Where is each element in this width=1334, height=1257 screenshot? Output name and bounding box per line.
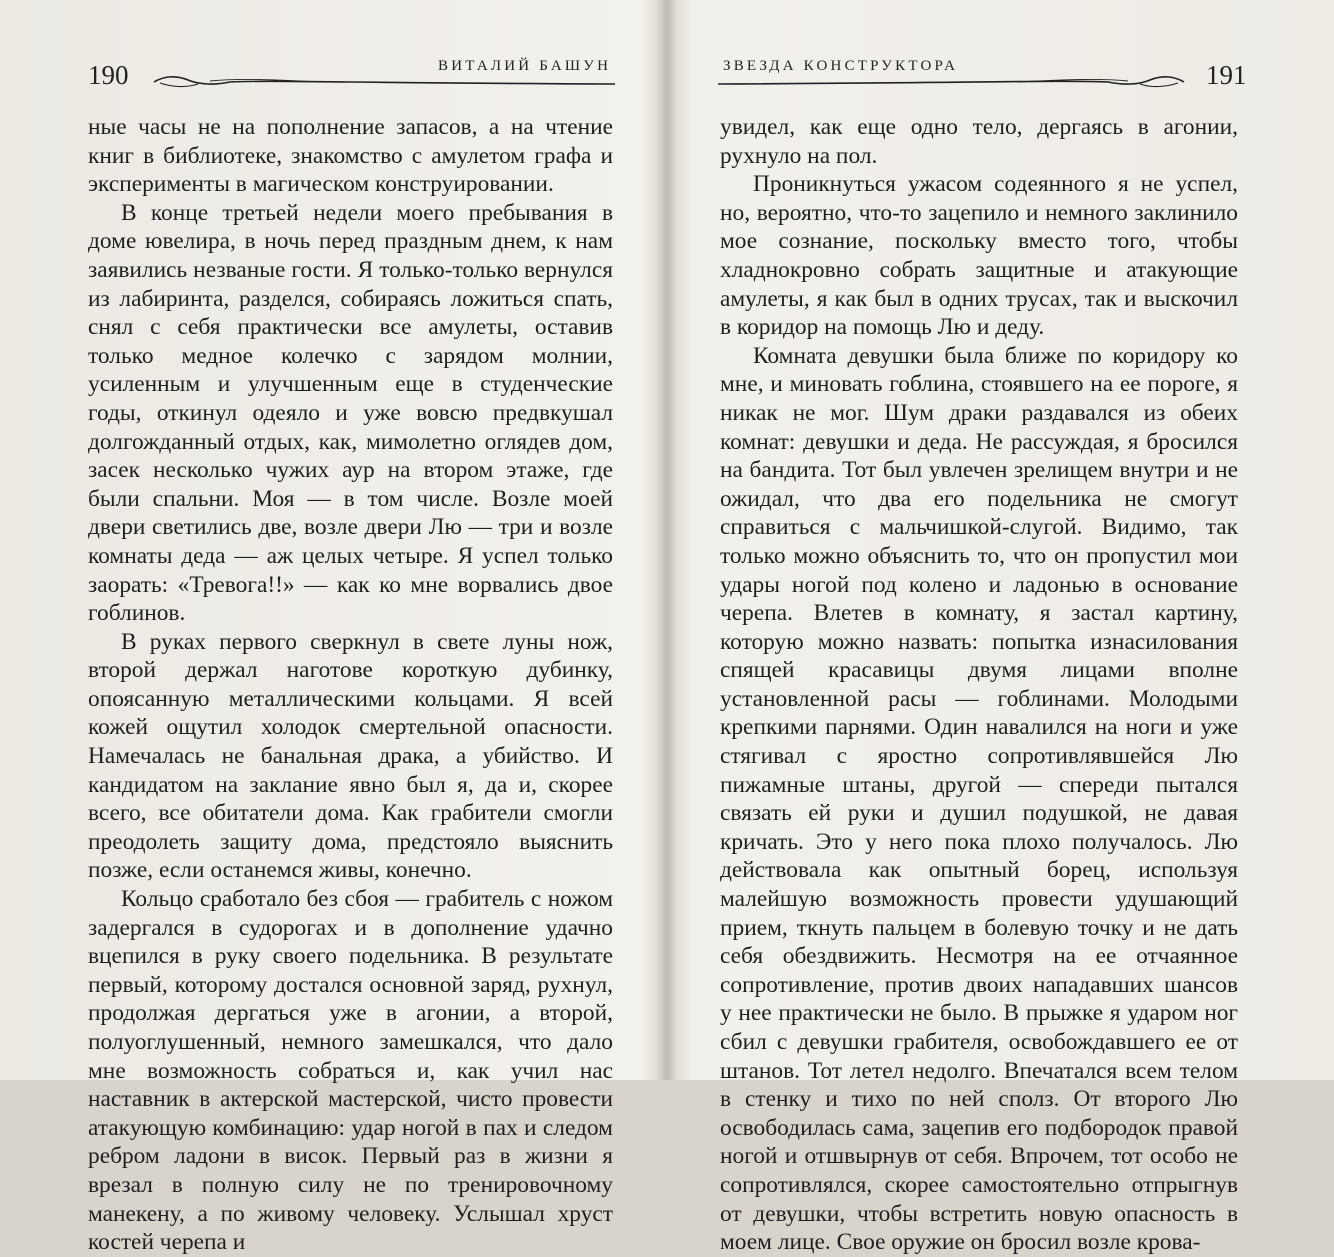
ornamental-rule-right	[718, 72, 1188, 92]
running-head-left: ВИТАЛИЙ БАШУН	[438, 58, 612, 74]
paragraph: Проникнуться ужасом содеянного я не успел, но, вероятно, что-то зацепило и немного заклинило мое сознание, поскольку вместо того, чтобы хладнокровно собрать защитные и атакующие амулеты, я как был в одних трусах, так и выскочил в коридор на помощь Лю и деду.	[720, 171, 1238, 341]
paragraph: увидел, как еще одно тело, дергаясь в агонии, рухнуло на пол.	[720, 114, 1238, 169]
running-head-right: ЗВЕЗДА КОНСТРУКТОРА	[723, 58, 959, 74]
body-text-right	[720, 113, 1238, 1257]
body-text-left	[88, 113, 613, 1257]
page-number-left: 190	[88, 60, 129, 90]
right-page	[668, 0, 1334, 1256]
paragraph: ные часы не на пополнение запасов, а на чтение книг в библиотеке, знакомство с амулетом графа и эксперименты в магическом конструировании.	[88, 114, 613, 198]
paragraph: В конце третьей недели моего пребывания в доме ювелира, в ночь перед праздным днем, к нам заявились незваные гости. Я только-только вернулся из лабиринта, разделся, собираясь ложиться спать, снял с себя практически все амулеты, оставив только медное колечко с зарядом молнии, усиленным и улучшенным еще в студенческие годы, откинул одеяло и уже вовсю предвкушал долгожданный отдых, как, мимолетно оглядев дом, засек несколько чужих аур на втором этаже, где были спальни. Моя — в том числе. Возле моей двери светились две, возле двери Лю — три и возле комнаты деда — аж целых четыре. Я успел только заорать: «Тревога!!» — как ко мне ворвались двое гоблинов.	[88, 199, 613, 627]
left-page	[0, 0, 660, 1256]
paragraph: В руках первого сверкнул в свете луны нож, второй держал наготове короткую дубинку, опоясанную металлическими кольцами. Я всей кожей ощутил холодок смертельной опасности. Намечалась не банальная драка, а убийство. И кандидатом на заклание явно был я, да и, скорее всего, все обитатели дома. Как грабители смогли преодолеть защиту дома, предстояло выяснить позже, если останемся живы, конечно.	[88, 628, 613, 884]
paragraph: Кольцо сработало без сбоя — грабитель с ножом задергался в судорогах и в дополнение удачно вцепился в руку своего подельника. В результате первый, которому достался основной заряд, рухнул, продолжая дергаться уже в агонии, а второй, полуоглушенный, немного замешкался, что дало мне возможность собраться и, как учил нас наставник в актерской мастерской, чисто провести атакующую комбинацию: удар ногой в пах и следом ребром ладони в висок. Первый раз в жизни я врезал в полную силу не по тренировочному манекену, а по живому человеку. Услышал хруст костей черепа и	[88, 886, 613, 1256]
paragraph: Комната девушки была ближе по коридору ко мне, и миновать гоблина, стоявшего на ее пороге, я никак не мог. Шум драки раздавался из обеих комнат: девушки и деда. Не рассуждая, я бросился на бандита. Тот был увлечен зрелищем внутри и не ожидал, что два его подельника не смогут справиться с мальчишкой-слугой. Видимо, так только можно объяснить то, что он пропустил мои удары ногой под колено и ладонью в основание черепа. Влетев в комнату, я застал картину, которую можно назвать: попытка изнасилования спящей красавицы двумя лицами вполне установленной расы — гоблинами. Молодыми крепкими парнями. Один навалился на ноги и уже стягивал с яростно сопротивлявшейся Лю пижамные штаны, другой — спереди пытался связать ей руки и душил подушкой, не давая кричать. Это у него пока плохо получалось. Лю действовала как опытный борец, используя малейшую возможность провести удушающий прием, ткнуть пальцем в болевую точку и не дать себя обездвижить. Несмотря на ее отчаянное сопротивление, против двоих нападавших шансов у нее практически не было. В прыжке я ударом ног сбил с девушки грабителя, освобождавшего ее от штанов. Тот летел недолго. Впечатался всем телом в стенку и тихо по ней сполз. От второго Лю освободилась сама, зацепив его подбородок правой ногой и отшвырнув от себя. Впрочем, тот особо не сопротивлялся, скорее самостоятельно отпрыгнув от девушки, чтобы встретить новую опасность в моем лице. Свое оружие он бросил возле крова-	[720, 342, 1238, 1256]
ornamental-rule-left	[150, 72, 615, 92]
page-number-right: 191	[1206, 60, 1247, 90]
